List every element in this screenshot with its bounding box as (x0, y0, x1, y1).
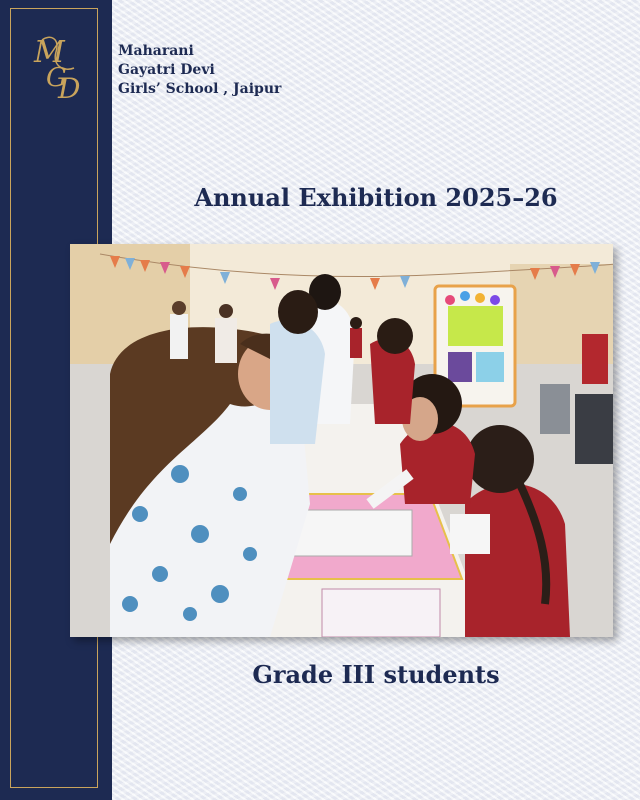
school-logo (30, 32, 90, 102)
school-name-line-3: Girls’ School , Jaipur (118, 81, 282, 97)
exhibition-photo (70, 244, 613, 637)
photo-caption: Grade III students (252, 660, 500, 689)
school-name (118, 42, 281, 99)
school-name-line-2: Gayatri Devi (118, 62, 215, 78)
svg-text:D: D (58, 72, 81, 102)
svg-text:M: M (34, 35, 65, 70)
page-title: Annual Exhibition 2025–26 (194, 183, 558, 212)
school-name-line-1: Maharani (118, 43, 194, 59)
svg-text:G: G (46, 63, 67, 93)
